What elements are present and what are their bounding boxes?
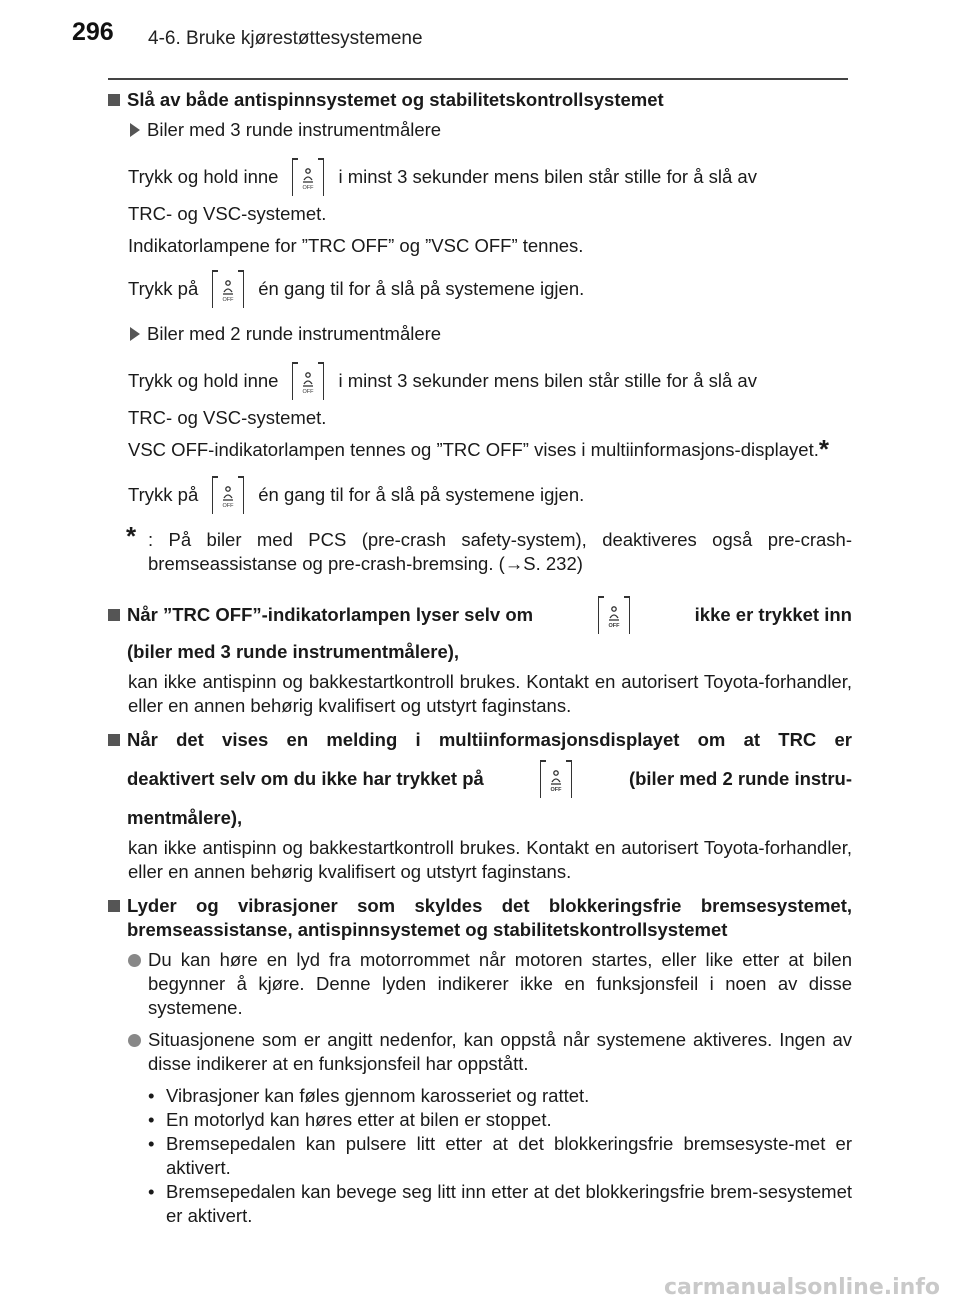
vsc-off-button-icon — [292, 158, 324, 196]
heading-text: (biler med 2 runde instru- — [628, 768, 852, 789]
list-item — [108, 1132, 852, 1180]
heading-text: mentmålere), — [127, 807, 243, 828]
paragraph — [108, 434, 852, 464]
paragraph: kan ikke antispinn og bakkestartkontroll brukes. Kontakt en autorisert Toyota-forhandler, eller en annen behørig kvalifisert og utstyrt faginstans. — [128, 671, 852, 716]
section-heading-trc-indicator — [108, 596, 852, 664]
text: én gang til for å slå på systemene igjen. — [258, 278, 585, 299]
square-bullet-icon — [108, 900, 120, 912]
footnote — [108, 521, 852, 576]
text: Trykk og hold inne — [128, 166, 279, 187]
list-item — [108, 948, 852, 1020]
page-number: 296 — [72, 18, 114, 46]
list-item-text: Situasjonene som er angitt nedenfor, kan oppstå når systemene aktiveres. Ingen av disse indikerer at en funksjonsfeil har oppstått. — [148, 1029, 852, 1074]
bullet-dot-icon: • — [148, 1085, 155, 1106]
paragraph — [108, 270, 852, 308]
triangle-bullet-icon — [130, 327, 140, 341]
paragraph — [108, 476, 852, 514]
square-bullet-icon — [108, 609, 120, 621]
sub-heading-text: Biler med 2 runde instrumentmålere — [147, 323, 442, 344]
heading-text: Slå av både antispinnsystemet og stabilitetskontrollsystemet — [127, 89, 664, 110]
sub-heading-2-gauges — [108, 322, 852, 346]
bullet-list — [108, 1084, 852, 1228]
list-item-text: En motorlyd kan høres etter at bilen er stoppet. — [166, 1109, 552, 1130]
text: Trykk og hold inne — [128, 370, 279, 391]
svg-text:OFF: OFF — [302, 185, 314, 190]
text: VSC OFF-indikatorlampen tennes og ”TRC OFF” vises i multiinformasjons-displayet. — [128, 439, 819, 460]
svg-text:OFF: OFF — [222, 503, 234, 508]
vsc-off-button-icon — [598, 596, 630, 634]
section-heading-trc-message — [108, 728, 852, 830]
heading-text: Lyder og vibrasjoner som skyldes det blokkeringsfrie bremsesystemet, bremseassistanse, antispinnsystemet og stabilitetskontrollsystemet — [127, 895, 852, 940]
svg-text:OFF: OFF — [222, 297, 234, 302]
section-heading-sounds-vibrations — [108, 894, 852, 942]
sub-heading-text: Biler med 3 runde instrumentmålere — [147, 119, 442, 140]
bullet-dot-icon: • — [148, 1109, 155, 1130]
sub-heading-3-gauges — [108, 118, 852, 142]
bullet-dot-icon: • — [148, 1181, 155, 1202]
triangle-bullet-icon — [130, 123, 140, 137]
square-bullet-icon — [108, 94, 120, 106]
list-item — [108, 1084, 852, 1108]
vsc-off-button-icon — [212, 270, 244, 308]
text: Trykk på — [128, 484, 199, 505]
paragraph: kan ikke antispinn og bakkestartkontroll brukes. Kontakt en autorisert Toyota-forhandler, eller en annen behørig kvalifisert og utstyrt faginstans. — [128, 837, 852, 882]
square-bullet-icon — [108, 734, 120, 746]
heading-text: (biler med 3 runde instrumentmålere), — [127, 641, 460, 662]
text: i minst 3 sekunder mens bilen står stille for å slå av — [338, 166, 757, 187]
watermark: carmanualsonline.info — [664, 1275, 940, 1300]
heading-text: ikke er trykket inn — [694, 604, 852, 625]
vsc-off-button-icon — [540, 760, 572, 798]
heading-text: Når ”TRC OFF”-indikatorlampen lyser selv om — [127, 604, 534, 625]
footnote-text: : På biler med PCS (pre-crash safety-system), deaktiveres også pre-crash-bremseassistanse og pre-crash-bremsing. (→S. 232) — [148, 529, 852, 574]
text: i minst 3 sekunder mens bilen står stille for å slå av — [338, 370, 757, 391]
header-rule — [108, 78, 848, 80]
chapter-title: 4-6. Bruke kjørestøttesystemene — [148, 28, 423, 49]
list-item-text: Bremsepedalen kan bevege seg litt inn etter at det blokkeringsfrie brem-sesystemet er aktivert. — [166, 1181, 852, 1226]
list-item — [108, 1180, 852, 1228]
list-item-text: Vibrasjoner kan føles gjennom karosseriet og rattet. — [166, 1085, 590, 1106]
section-heading-disable-both — [108, 88, 852, 112]
list-item-text: Bremsepedalen kan pulsere litt etter at det blokkeringsfrie bremsesyste-met er aktivert. — [166, 1133, 852, 1178]
round-bullet-icon — [128, 954, 141, 967]
list-item — [108, 1108, 852, 1132]
paragraph: TRC- og VSC-systemet. — [128, 203, 327, 224]
vsc-off-button-icon — [212, 476, 244, 514]
bullet-dot-icon: • — [148, 1133, 155, 1154]
text: én gang til for å slå på systemene igjen. — [258, 484, 585, 505]
round-bullet-icon — [128, 1034, 141, 1047]
paragraph: TRC- og VSC-systemet. — [128, 407, 327, 428]
footnote-mark: * — [818, 434, 830, 464]
heading-text: Når det vises en melding i multiinformasjonsdisplayet om at TRC er — [127, 729, 852, 750]
svg-text:OFF: OFF — [608, 623, 620, 628]
paragraph: Indikatorlampene for ”TRC OFF” og ”VSC OFF” tennes. — [128, 235, 584, 256]
svg-text:OFF: OFF — [302, 389, 314, 394]
text: Trykk på — [128, 278, 199, 299]
footnote-mark: * — [126, 521, 137, 551]
heading-text: deaktivert selv om du ikke har trykket på — [127, 768, 484, 789]
page-content — [108, 88, 852, 1228]
paragraph — [108, 362, 852, 400]
svg-text:OFF: OFF — [550, 787, 562, 792]
vsc-off-button-icon — [292, 362, 324, 400]
list-item — [108, 1028, 852, 1076]
list-item-text: Du kan høre en lyd fra motorrommet når motoren startes, eller like etter at bilen begynner å kjøre. Denne lyden indikerer ikke en funksjonsfeil i noen av disse systemene. — [148, 949, 852, 1018]
paragraph — [108, 158, 852, 196]
